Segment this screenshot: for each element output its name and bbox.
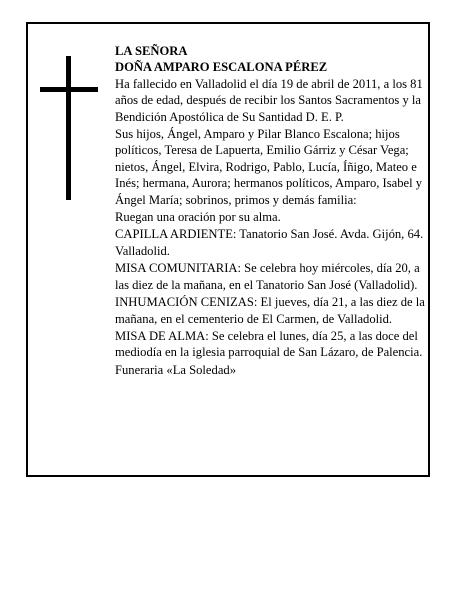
notice-text <box>115 43 425 379</box>
chapel-info: CAPILLA ARDIENTE: Tanatorio San José. Avda. Gijón, 64. Valladolid. <box>115 227 424 258</box>
cross-horizontal-bar <box>40 87 98 92</box>
cross-icon <box>40 56 98 200</box>
funeral-home: Funeraria «La Soledad» <box>115 362 236 377</box>
soul-mass-info: MISA DE ALMA: Se celebra el lunes, día 25, a las doce del mediodía en la iglesia parroquial de San Lázaro, de Palencia. <box>115 328 423 360</box>
deceased-name: DOÑA AMPARO ESCALONA PÉREZ <box>115 60 328 75</box>
notice-title: LA SEÑORA <box>115 44 188 58</box>
community-mass-info: MISA COMUNITARIA: Se celebra hoy miércoles, día 20, a las diez de la mañana, en el Tanatorio San José (Valladolid). <box>115 261 420 292</box>
ashes-burial-info: INHUMACIÓN CENIZAS: El jueves, día 21, a las diez de la mañana, en el cementerio de El Carmen, de Valladolid. <box>115 295 425 326</box>
death-announcement: Ha fallecido en Valladolid el día 19 de abril de 2011, a los 81 años de edad, después de recibir los Santos Sacramentos y la Bendición Apostólica de Su Santidad D. E. P. <box>115 76 423 124</box>
family-list: Sus hijos, Ángel, Amparo y Pilar Blanco Escalona; hijos políticos, Teresa de Lapuerta, Emilio Gárriz y César Vega; nietos, Ángel, Elvira, Rodrigo, Pablo, Lucía, Íñigo, Mateo e Inés; hermana, Aurora; hermanos políticos, Amparo, Isabel y Ángel María; sobrinos, primos y demás familia: <box>115 127 423 207</box>
cross-vertical-bar <box>66 56 71 200</box>
prayer-request: Ruegan una oración por su alma. <box>115 210 281 225</box>
obituary-notice <box>26 22 430 477</box>
